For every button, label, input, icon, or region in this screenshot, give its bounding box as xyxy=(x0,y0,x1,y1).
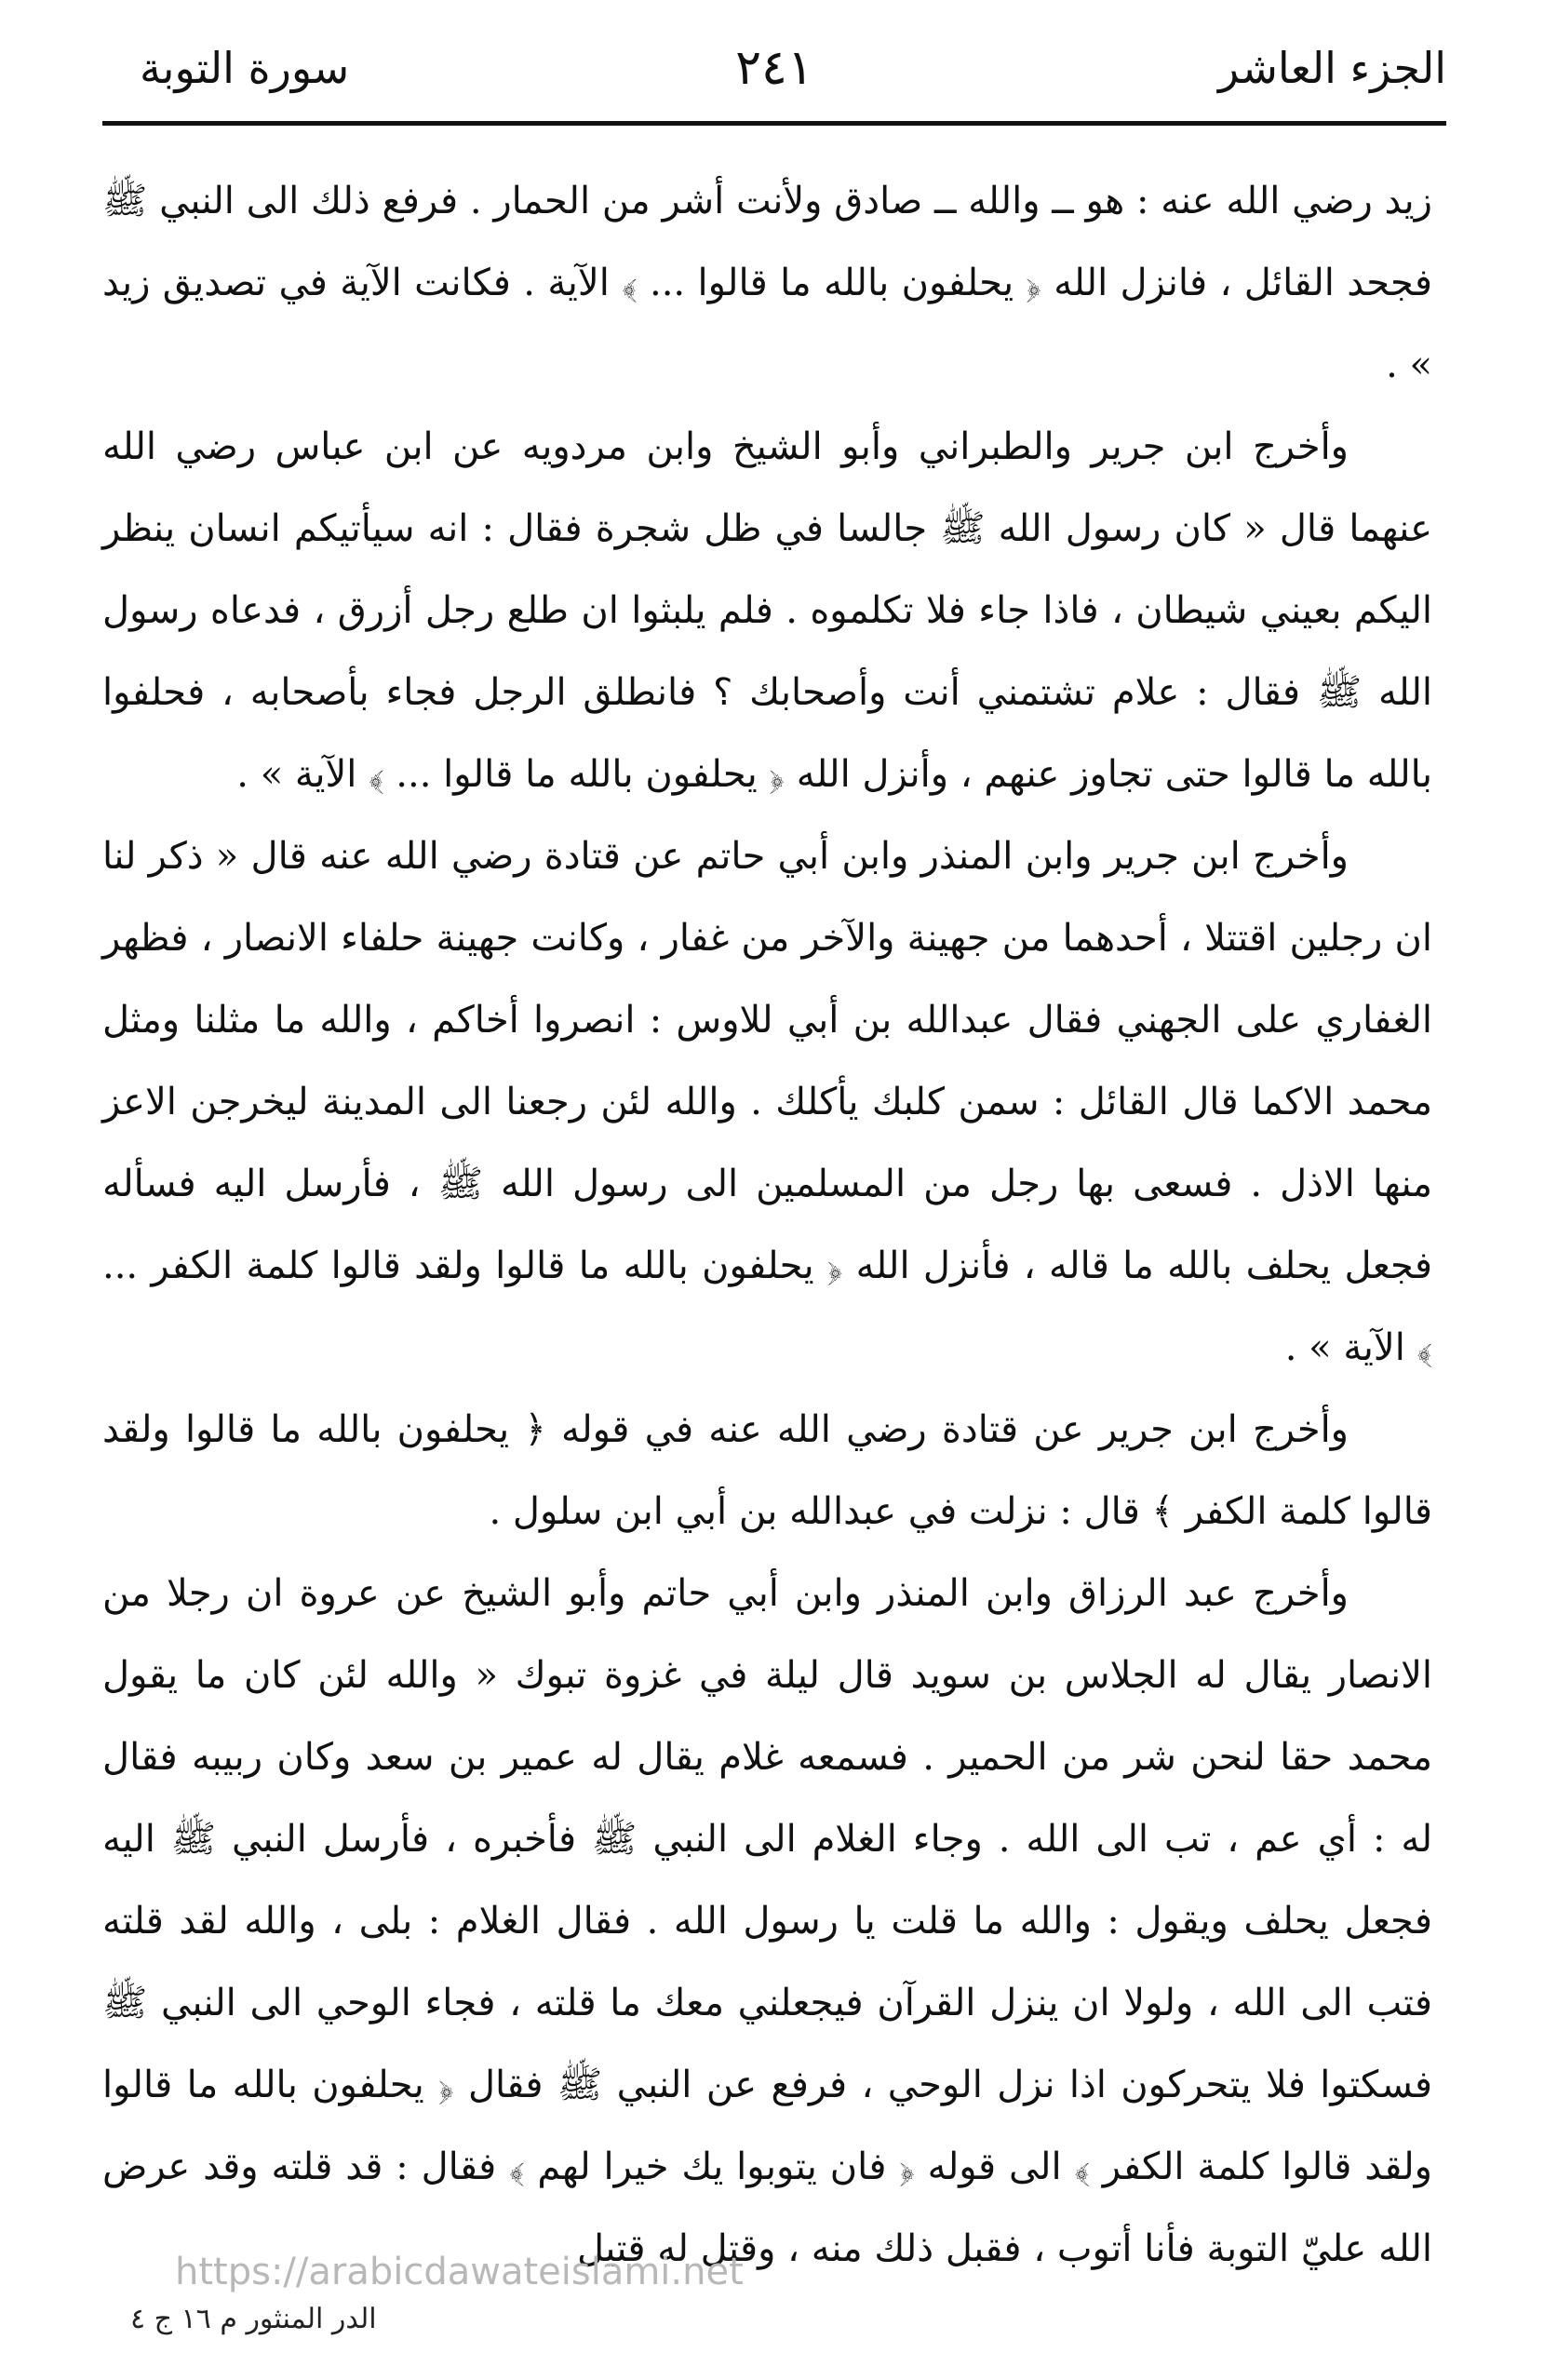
page-header xyxy=(102,28,1446,126)
page-number: ٢٤١ xyxy=(735,40,813,96)
paragraph-1: زيد رضي الله عنه : هو ــ والله ــ صادق ولأنت أشر من الحمار . فرفع ذلك الى النبي ﷺ فجحد القائل ، فانزل الله ﴿ يحلفون بالله ما قالوا ... ﴾ الآية . فكانت الآية في تصديق زيد » . xyxy=(102,180,1432,386)
source-watermark: https://arabicdawateislami.net xyxy=(175,2251,744,2293)
paragraph-5: وأخرج عبد الرزاق وابن المنذر وابن أبي حاتم وأبو الشيخ عن عروة ان رجلا من الانصار يقال له الجلاس بن سويد قال ليلة في غزوة تبوك « والله لئن كان ما يقول محمد حقا لنحن شر من الحمير . فسمعه غلام يقال له عمير بن سعد وكان ربيبه فقال له : أي عم ، تب الى الله . وجاء الغلام الى النبي ﷺ فأخبره ، فأرسل النبي ﷺ اليه فجعل يحلف ويقول : والله ما قلت يا رسول الله . فقال الغلام : بلى ، والله لقد قلته فتب الى الله ، ولولا ان ينزل القرآن فيجعلني معك ما قلته ، فجاء الوحي الى النبي ﷺ فسكتوا فلا يتحركون اذا نزل الوحي ، فرفع عن النبي ﷺ فقال ﴿ يحلفون بالله ما قالوا ولقد قالوا كلمة الكفر ﴾ الى قوله ﴿ فان يتوبوا يك خيرا لهم ﴾ فقال : قد قلته وقد عرض الله عليّ التوبة فأنا أتوب ، فقبل ذلك منه ، وقتل له قتيل xyxy=(102,1572,1432,2270)
paragraph-4: وأخرج ابن جرير عن قتادة رضي الله عنه في قوله ﴿ يحلفون بالله ما قالوا ولقد قالوا كلمة الكفر ﴾ قال : نزلت في عبدالله بن أبي ابن سلول . xyxy=(102,1408,1432,1533)
page-body xyxy=(102,160,1432,2290)
footer-reference: الدر المنثور م ١٦ ج ٤ xyxy=(130,2303,377,2335)
paragraph-2: وأخرج ابن جرير والطبراني وأبو الشيخ وابن مردويه عن ابن عباس رضي الله عنهما قال « كان رسول الله ﷺ جالسا في ظل شجرة فقال : انه سيأتيكم انسان ينظر اليكم بعيني شيطان ، فاذا جاء فلا تكلموه . فلم يلبثوا ان طلع رجل أزرق ، فدعاه رسول الله ﷺ فقال : علام تشتمني أنت وأصحابك ؟ فانطلق الرجل فجاء بأصحابه ، فحلفوا بالله ما قالوا حتى تجاوز عنهم ، وأنزل الله ﴿ يحلفون بالله ما قالوا ... ﴾ الآية » . xyxy=(102,425,1433,796)
paragraph-3: وأخرج ابن جرير وابن المنذر وابن أبي حاتم عن قتادة رضي الله عنه قال « ذكر لنا ان رجلين اقتتلا ، أحدهما من جهينة والآخر من غفار ، وكانت جهينة حلفاء الانصار ، فظهر الغفاري على الجهني فقال عبدالله بن أبي للاوس : انصروا أخاكم ، والله ما مثلنا ومثل محمد الاكما قال القائل : سمن كلبك يأكلك . والله لئن رجعنا الى المدينة ليخرجن الاعز منها الاذل . فسعى بها رجل من المسلمين الى رسول الله ﷺ ، فأرسل اليه فسأله فجعل يحلف بالله ما قاله ، فأنزل الله ﴿ يحلفون بالله ما قالوا ولقد قالوا كلمة الكفر ... ﴾ الآية » . xyxy=(102,835,1432,1369)
juz-label: الجزء العاشر xyxy=(1217,43,1446,93)
surah-title: سورة التوبة xyxy=(140,43,350,93)
